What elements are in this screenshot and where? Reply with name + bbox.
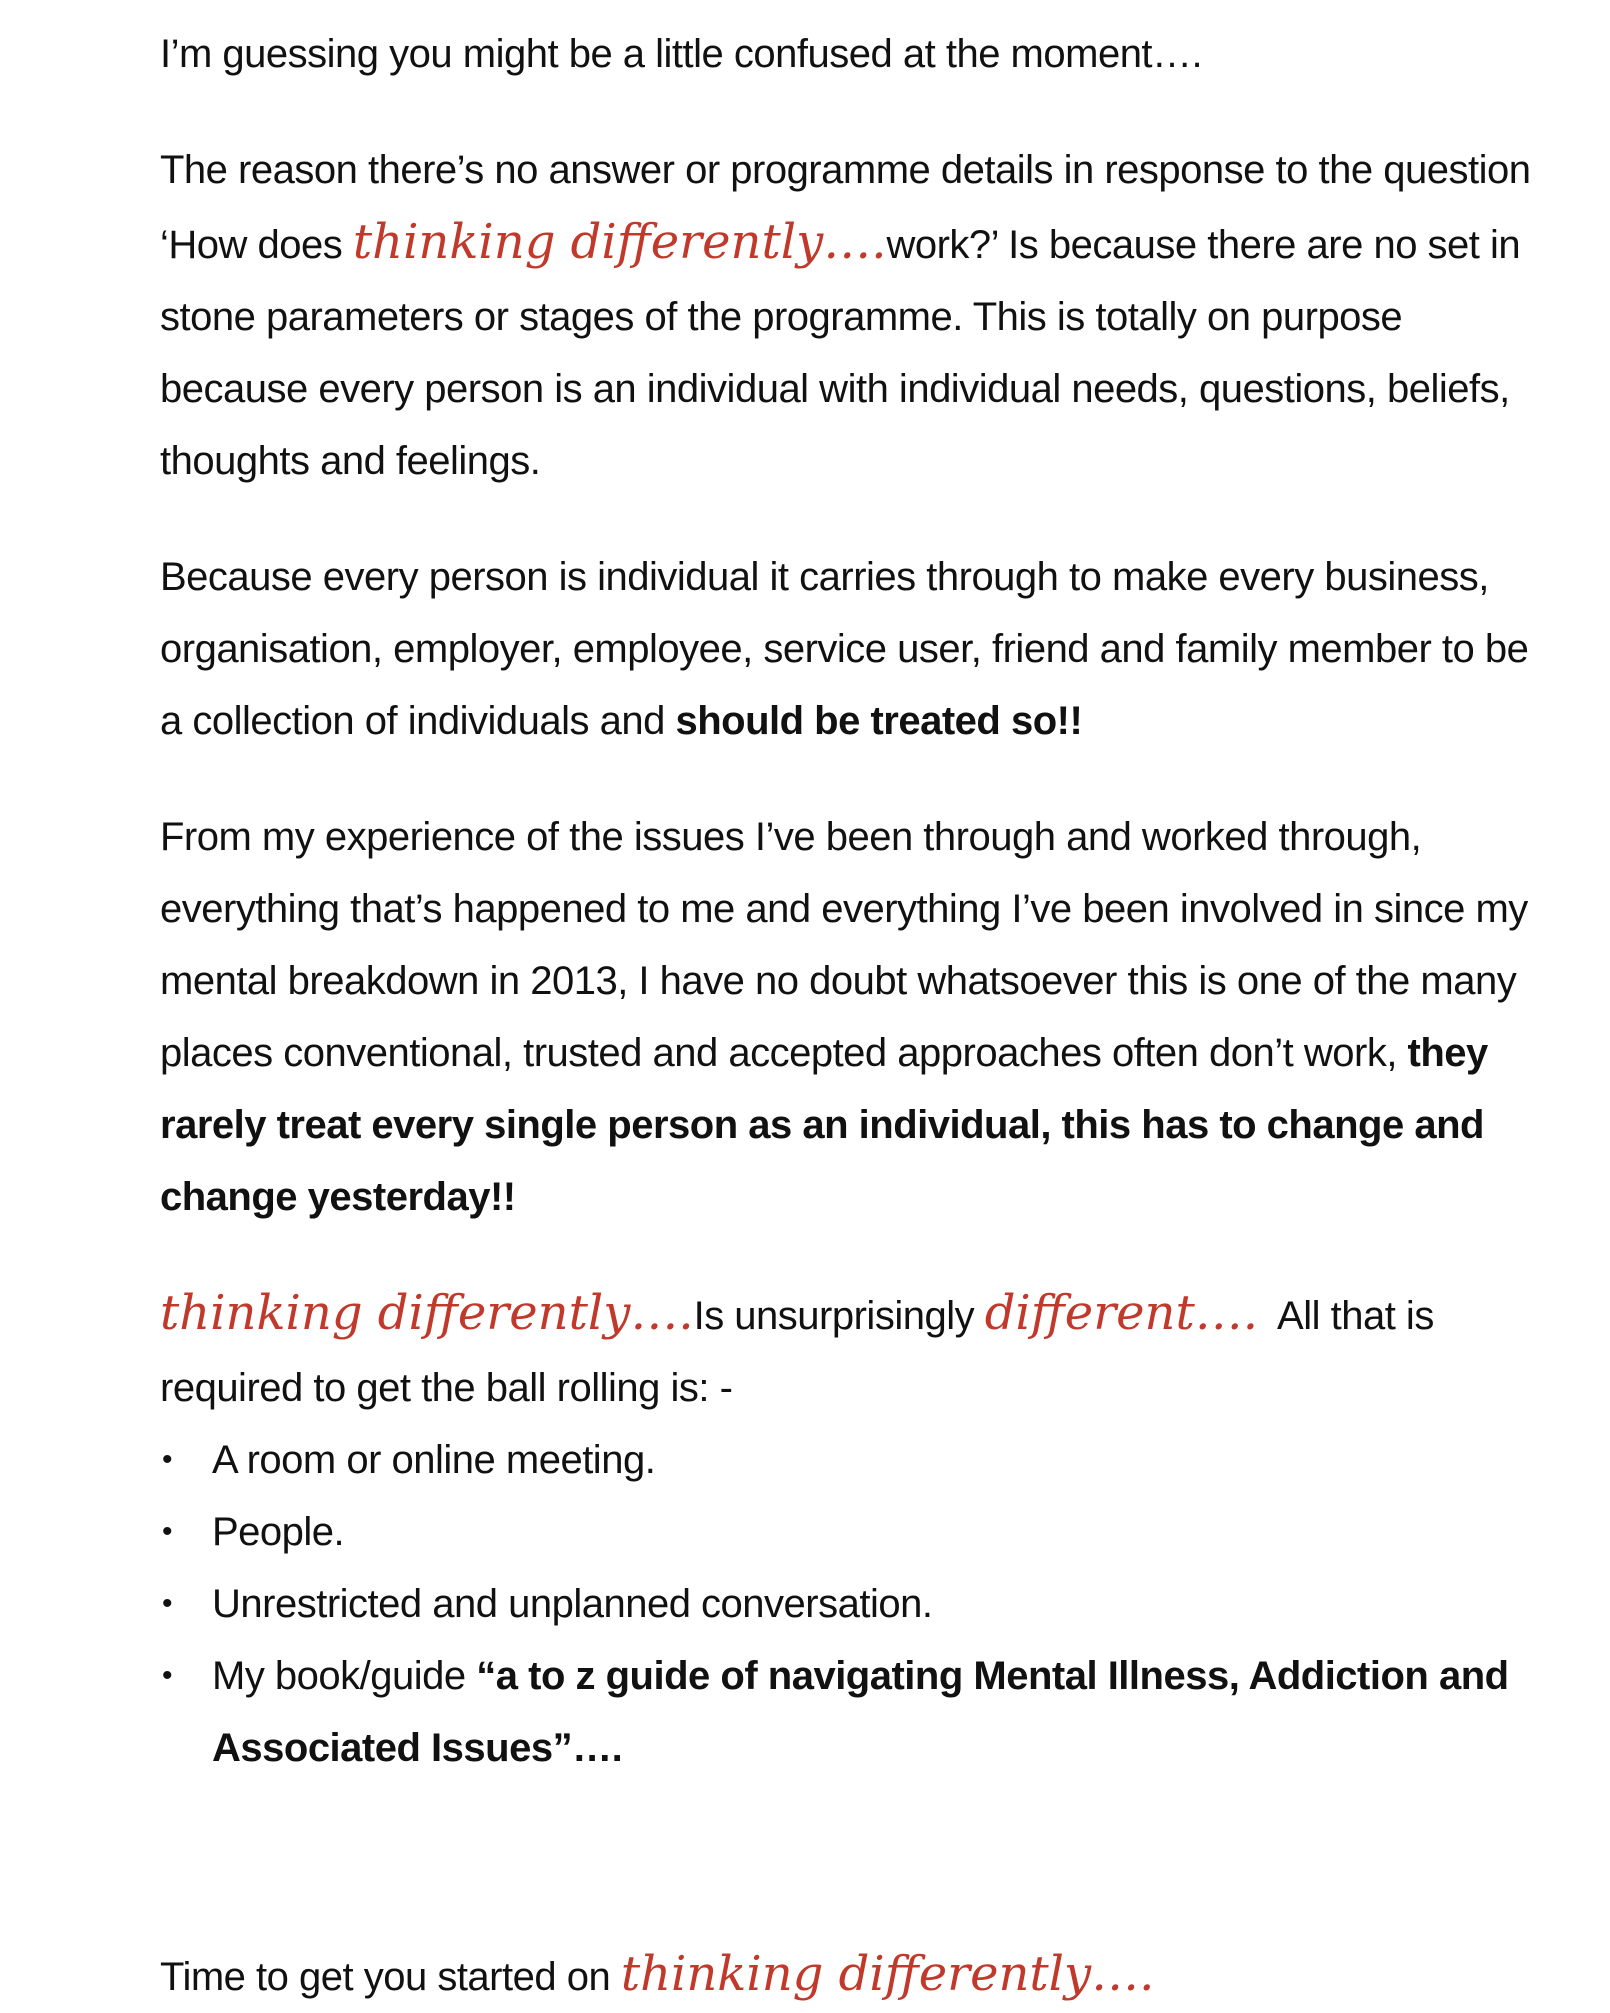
brand-name-closing: thinking differently…. — [620, 1946, 1155, 2002]
list-item — [160, 1496, 1540, 1568]
reason-text-end: work?’ Is because there are no set in stone parameters or stages of the programme. This is totally on purpose because every person is an individual with individual needs, questions, beliefs, thoughts and feelings. — [160, 223, 1521, 483]
brand-name-heading: thinking differently…. — [160, 1285, 694, 1341]
closing-line — [160, 1938, 1540, 2013]
list-item-text: People. — [212, 1510, 345, 1554]
experience-emphasis: they rarely treat every single person as an individual, this has to change and change yesterday!! — [160, 1031, 1488, 1219]
list-item — [160, 1424, 1540, 1496]
experience-paragraph — [160, 801, 1540, 1233]
document-body — [160, 18, 1540, 2013]
requirements-intro — [160, 1277, 1540, 1424]
different-word: different…. — [984, 1285, 1259, 1341]
vertical-spacer — [160, 1784, 1540, 1938]
closing-text: Time to get you started on — [160, 1955, 621, 1999]
brand-name-inline: thinking differently…. — [352, 214, 887, 270]
bullet-icon: • — [162, 1587, 173, 1620]
list-item-text: A room or online meeting. — [212, 1438, 656, 1482]
reason-text-start: The reason there’s no answer or programme details in response to the question ‘How does — [160, 148, 1531, 267]
bullet-icon: • — [162, 1443, 173, 1476]
requirements-text-end: All that is required to get the ball rolling is: - — [160, 1294, 1445, 1410]
bullet-icon: • — [162, 1659, 173, 1692]
requirements-list — [160, 1424, 1540, 1784]
list-item-text: My book/guide — [212, 1654, 477, 1698]
individual-text: Because every person is individual it carries through to make every business, organisation, employer, employee, service user, friend and family member to be a collection of individuals and — [160, 555, 1529, 743]
bullet-icon: • — [162, 1515, 173, 1548]
list-item — [160, 1568, 1540, 1640]
intro-text: I’m guessing you might be a little confused at the moment…. — [160, 32, 1203, 76]
book-title: “a to z guide of navigating Mental Illness, Addiction and Associated Issues”…. — [212, 1654, 1509, 1770]
individual-paragraph — [160, 541, 1540, 757]
reason-paragraph — [160, 134, 1540, 497]
individual-emphasis: should be treated so!! — [675, 699, 1083, 743]
intro-paragraph — [160, 18, 1540, 90]
experience-text: From my experience of the issues I’ve been through and worked through, everything that’s happened to me and everything I’ve been involved in since my mental breakdown in 2013, I have no doubt whatsoever this is one of the many places conventional, trusted and accepted approaches often don’t work, — [160, 815, 1528, 1075]
requirements-text-start: Is unsurprisingly — [693, 1294, 985, 1338]
list-item-text: Unrestricted and unplanned conversation. — [212, 1582, 933, 1626]
list-item — [160, 1640, 1540, 1784]
